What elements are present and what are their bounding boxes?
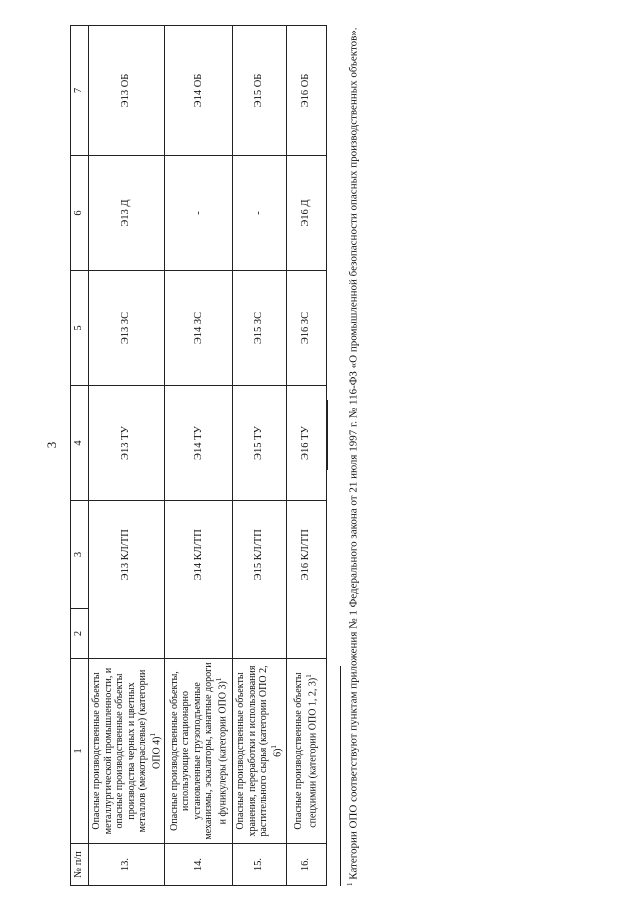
row-doc-tu: Э15 ТУ — [233, 386, 286, 501]
row-doc-kl-tp: Э16 КЛ/ТП — [286, 501, 326, 609]
opo-category-table — [70, 25, 327, 886]
footnote-ref: 1 — [214, 677, 223, 682]
header-cell-4: 4 — [71, 386, 89, 501]
row-number: 14. — [165, 844, 233, 886]
footnote-ref: 1 — [269, 745, 278, 749]
row-doc-zs: Э13 ЗС — [89, 271, 165, 386]
rotated-page — [40, 15, 460, 895]
row-doc-zs: Э14 ЗС — [165, 271, 233, 386]
row-doc-tu: Э13 ТУ — [89, 386, 165, 501]
row-col2-empty — [165, 609, 233, 659]
row-doc-d: - — [165, 156, 233, 271]
row-col2-empty — [286, 609, 326, 659]
header-cell-num: № п/п — [71, 844, 89, 886]
row-description — [233, 659, 286, 844]
row-number: 15. — [233, 844, 286, 886]
table-row — [286, 26, 326, 886]
row-doc-zs: Э15 ЗС — [233, 271, 286, 386]
row-description-text: Опасные производственные объекты, использующие стационарно установленные грузоподъемные механизмы, эскалаторы, канатные дороги и фуникулеры (категории ОПО 3) — [168, 662, 229, 840]
footnote-ref: 1 — [148, 733, 157, 737]
row-description — [165, 659, 233, 844]
row-description-text: Опасные производственные объекты металлургической промышленности, и опасные производственные объекты производства черных и цветных металлов (межотраслевые) (категории ОПО 4) — [91, 667, 162, 835]
row-description — [286, 659, 326, 844]
header-cell-3: 3 — [71, 501, 89, 609]
row-number: 16. — [286, 844, 326, 886]
header-cell-6: 6 — [71, 156, 89, 271]
row-doc-d: - — [233, 156, 286, 271]
header-cell-1: 1 — [71, 659, 89, 844]
row-doc-ob: Э14 ОБ — [165, 26, 233, 156]
footnote — [346, 26, 362, 886]
table-row — [233, 26, 286, 886]
page-number: 3 — [44, 441, 59, 449]
table-row — [165, 26, 233, 886]
row-doc-zs: Э16 ЗС — [286, 271, 326, 386]
row-doc-tu: Э14 ТУ — [165, 386, 233, 501]
separator-line — [327, 400, 328, 470]
row-col2-empty — [233, 609, 286, 659]
row-doc-kl-tp: Э13 КЛ/ТП — [89, 501, 165, 609]
footnote-ref: 1 — [304, 674, 313, 678]
row-doc-kl-tp: Э15 КЛ/ТП — [233, 501, 286, 609]
row-doc-ob: Э15 ОБ — [233, 26, 286, 156]
header-cell-5: 5 — [71, 271, 89, 386]
footnote-separator — [340, 666, 341, 886]
header-cell-2: 2 — [71, 609, 89, 659]
row-doc-kl-tp: Э14 КЛ/ТП — [165, 501, 233, 609]
row-doc-tu: Э16 ТУ — [286, 386, 326, 501]
footnote-marker: 1 — [346, 882, 354, 886]
row-col2-empty — [89, 609, 165, 659]
table-header-row — [71, 26, 89, 886]
row-description-text: Опасные производственные объекты хранения, переработки и использования растительного сырья (категории ОПО 2, 6) — [235, 665, 284, 837]
table-row — [89, 26, 165, 886]
row-doc-d: Э16 Д — [286, 156, 326, 271]
row-doc-d: Э13 Д — [89, 156, 165, 271]
row-number: 13. — [89, 844, 165, 886]
row-doc-ob: Э13 ОБ — [89, 26, 165, 156]
footnote-text: Категории ОПО соответствуют пунктам приложения № 1 Федерального закона от 21 июля 1997 г. № 116-ФЗ «О промышленной безопасности опасных производственных объектов». — [347, 27, 360, 880]
row-description — [89, 659, 165, 844]
row-doc-ob: Э16 ОБ — [286, 26, 326, 156]
row-description-text: Опасные производственные объекты спецхимии (категории ОПО 1, 2, 3) — [293, 672, 319, 830]
header-cell-7: 7 — [71, 26, 89, 156]
